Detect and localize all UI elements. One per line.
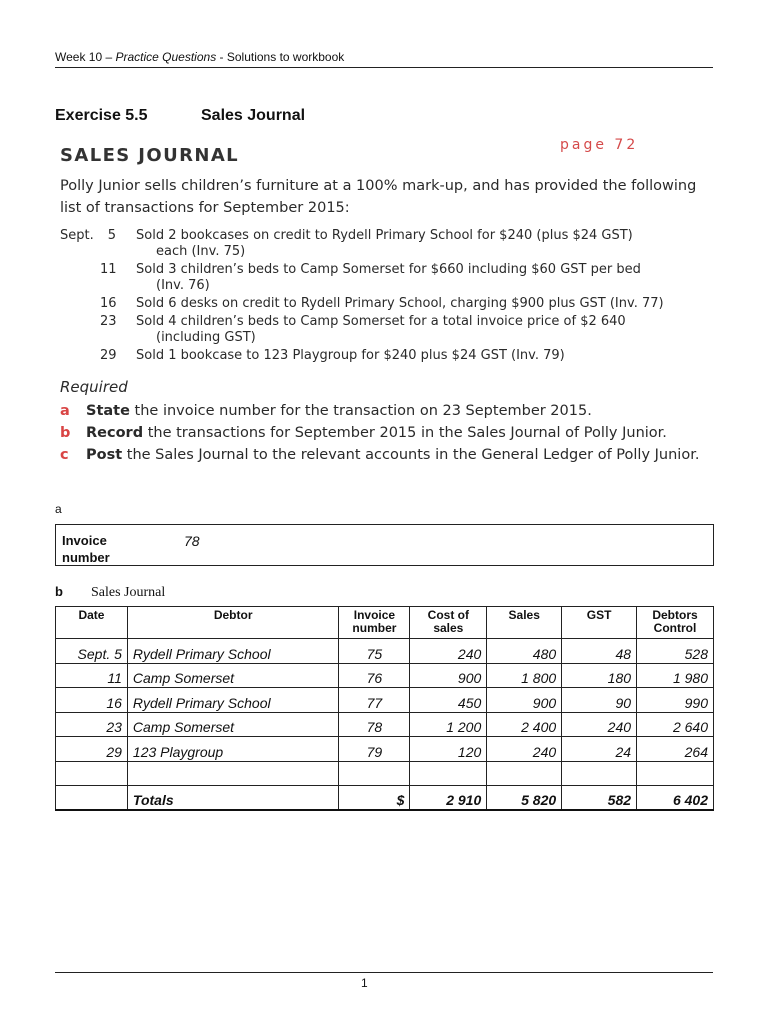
- tx-text: Sold 6 desks on credit to Rydell Primary School, charging $900 plus GST (Inv. 77): [136, 296, 664, 311]
- cell-cost: 900: [410, 663, 487, 688]
- required-label: Required: [60, 378, 128, 396]
- transaction-item: [60, 228, 710, 260]
- req-text: [86, 400, 592, 422]
- cell-debtor: Camp Somerset: [127, 663, 339, 688]
- cell-invoice: 75: [339, 639, 410, 664]
- tx-detail: each (Inv. 75): [156, 244, 246, 259]
- cell-date: 16: [56, 688, 128, 713]
- part-a-label: a: [55, 502, 62, 516]
- table-row: [56, 688, 714, 713]
- totals-currency: $: [339, 786, 410, 811]
- req-letter: b: [60, 425, 71, 441]
- col-invoice: Invoice number: [339, 607, 410, 639]
- transaction-item: [60, 262, 710, 294]
- cell-date: 11: [56, 663, 128, 688]
- excerpt-intro: Polly Junior sells children’s furniture at a 100% mark-up, and has provided the following list of transactions for September 2015:: [60, 178, 697, 216]
- cell-control: 2 640: [637, 712, 714, 737]
- cell-control: 990: [637, 688, 714, 713]
- transaction-list: [60, 228, 710, 366]
- page-header: [55, 50, 713, 64]
- req-letter: c: [60, 447, 69, 463]
- invoice-answer-box: [55, 524, 714, 566]
- tx-month: [60, 348, 100, 364]
- sales-journal-table: [55, 606, 714, 811]
- part-b-title: Sales Journal: [91, 585, 166, 600]
- header-rule: [55, 67, 713, 68]
- req-rest: the transactions for September 2015 in the Sales Journal of Polly Junior.: [143, 425, 667, 441]
- total-control: 6 402: [637, 786, 714, 811]
- cell-sales: 2 400: [487, 712, 562, 737]
- requirements-list: [60, 400, 710, 466]
- tx-day: 5: [107, 228, 116, 243]
- tx-main: Sold 4 children’s beds to Camp Somerset for a total invoice price of $2 640: [136, 314, 626, 329]
- transaction-item: [60, 314, 710, 346]
- cell-cost: 450: [410, 688, 487, 713]
- cell-cost: 120: [410, 737, 487, 762]
- tx-month: Sept.: [60, 228, 94, 243]
- req-verb: State: [86, 403, 130, 419]
- tx-detail: (Inv. 76): [156, 278, 210, 293]
- requirement-item: [60, 444, 710, 466]
- col-cost: Cost of sales: [410, 607, 487, 639]
- totals-row: [56, 786, 714, 811]
- page-number: 1: [361, 976, 368, 990]
- transaction-item: [60, 348, 710, 364]
- cell-control: 264: [637, 737, 714, 762]
- cell-date: Sept. 5: [56, 639, 128, 664]
- tx-main: Sold 3 children’s beds to Camp Somerset for $660 including $60 GST per bed: [136, 262, 641, 277]
- req-text: [86, 444, 699, 466]
- cell-date: 29: [56, 737, 128, 762]
- cell-invoice: 76: [339, 663, 410, 688]
- cell-cost: 1 200: [410, 712, 487, 737]
- cell-gst: 180: [562, 663, 637, 688]
- cell-gst: 240: [562, 712, 637, 737]
- table-row: [56, 737, 714, 762]
- tx-day: 11: [100, 262, 117, 277]
- col-gst: GST: [562, 607, 637, 639]
- total-sales: 5 820: [487, 786, 562, 811]
- tx-month: [60, 314, 100, 346]
- req-rest: the Sales Journal to the relevant accounts in the General Ledger of Polly Junior.: [122, 447, 700, 463]
- transaction-item: [60, 296, 710, 312]
- cell-sales: 240: [487, 737, 562, 762]
- cell-debtor: Camp Somerset: [127, 712, 339, 737]
- total-gst: 582: [562, 786, 637, 811]
- cell-sales: 900: [487, 688, 562, 713]
- cell-debtor: Rydell Primary School: [127, 688, 339, 713]
- col-debtor: Debtor: [127, 607, 339, 639]
- cell-debtor: 123 Playgroup: [127, 737, 339, 762]
- table-row: [56, 639, 714, 664]
- excerpt-heading: SALES JOURNAL: [60, 145, 240, 166]
- cell-invoice: 79: [339, 737, 410, 762]
- req-text: [86, 422, 667, 444]
- tx-detail: (including GST): [156, 330, 256, 345]
- header-suffix: - Solutions to workbook: [216, 50, 345, 64]
- invoice-value: 78: [184, 533, 200, 549]
- tx-text: Sold 1 bookcase to 123 Playgroup for $240 plus $24 GST (Inv. 79): [136, 348, 565, 363]
- exercise-name: Sales Journal: [201, 107, 306, 124]
- invoice-label: Invoice number: [62, 533, 110, 565]
- req-rest: the invoice number for the transaction on 23 September 2015.: [129, 403, 592, 419]
- tx-main: Sold 2 bookcases on credit to Rydell Primary School for $240 (plus $24 GST): [136, 228, 633, 243]
- cell-sales: 1 800: [487, 663, 562, 688]
- cell-control: 1 980: [637, 663, 714, 688]
- req-verb: Post: [86, 447, 123, 463]
- total-cost: 2 910: [410, 786, 487, 811]
- footer-rule: [55, 972, 713, 973]
- page-stamp: page 72: [560, 137, 639, 153]
- tx-text: [136, 228, 710, 260]
- part-b-label: b: [55, 584, 63, 599]
- col-control: Debtors Control: [637, 607, 714, 639]
- cell-gst: 24: [562, 737, 637, 762]
- part-b-heading: [55, 584, 165, 601]
- tx-month: [60, 262, 100, 294]
- req-verb: Record: [86, 425, 144, 441]
- exercise-number: Exercise 5.5: [55, 107, 148, 124]
- exercise-title: [55, 107, 305, 125]
- cell-cost: 240: [410, 639, 487, 664]
- header-italic: Practice Questions: [115, 50, 217, 64]
- table-header-row: [56, 607, 714, 639]
- tx-day: 16: [100, 296, 117, 311]
- tx-text: [136, 314, 710, 346]
- empty-row: [56, 761, 714, 786]
- cell-gst: 90: [562, 688, 637, 713]
- cell-sales: 480: [487, 639, 562, 664]
- col-date: Date: [56, 607, 128, 639]
- tx-day: 29: [100, 348, 117, 363]
- header-prefix: Week 10 –: [55, 50, 116, 64]
- col-sales: Sales: [487, 607, 562, 639]
- cell-gst: 48: [562, 639, 637, 664]
- cell-debtor: Rydell Primary School: [127, 639, 339, 664]
- tx-day: 23: [100, 314, 117, 329]
- req-letter: a: [60, 403, 70, 419]
- tx-month: [60, 296, 100, 312]
- cell-invoice: 77: [339, 688, 410, 713]
- requirement-item: [60, 422, 710, 444]
- cell-invoice: 78: [339, 712, 410, 737]
- tx-text: [136, 262, 710, 294]
- cell-date: 23: [56, 712, 128, 737]
- requirement-item: [60, 400, 710, 422]
- table-row: [56, 712, 714, 737]
- totals-label: Totals: [127, 786, 339, 811]
- cell-control: 528: [637, 639, 714, 664]
- table-row: [56, 663, 714, 688]
